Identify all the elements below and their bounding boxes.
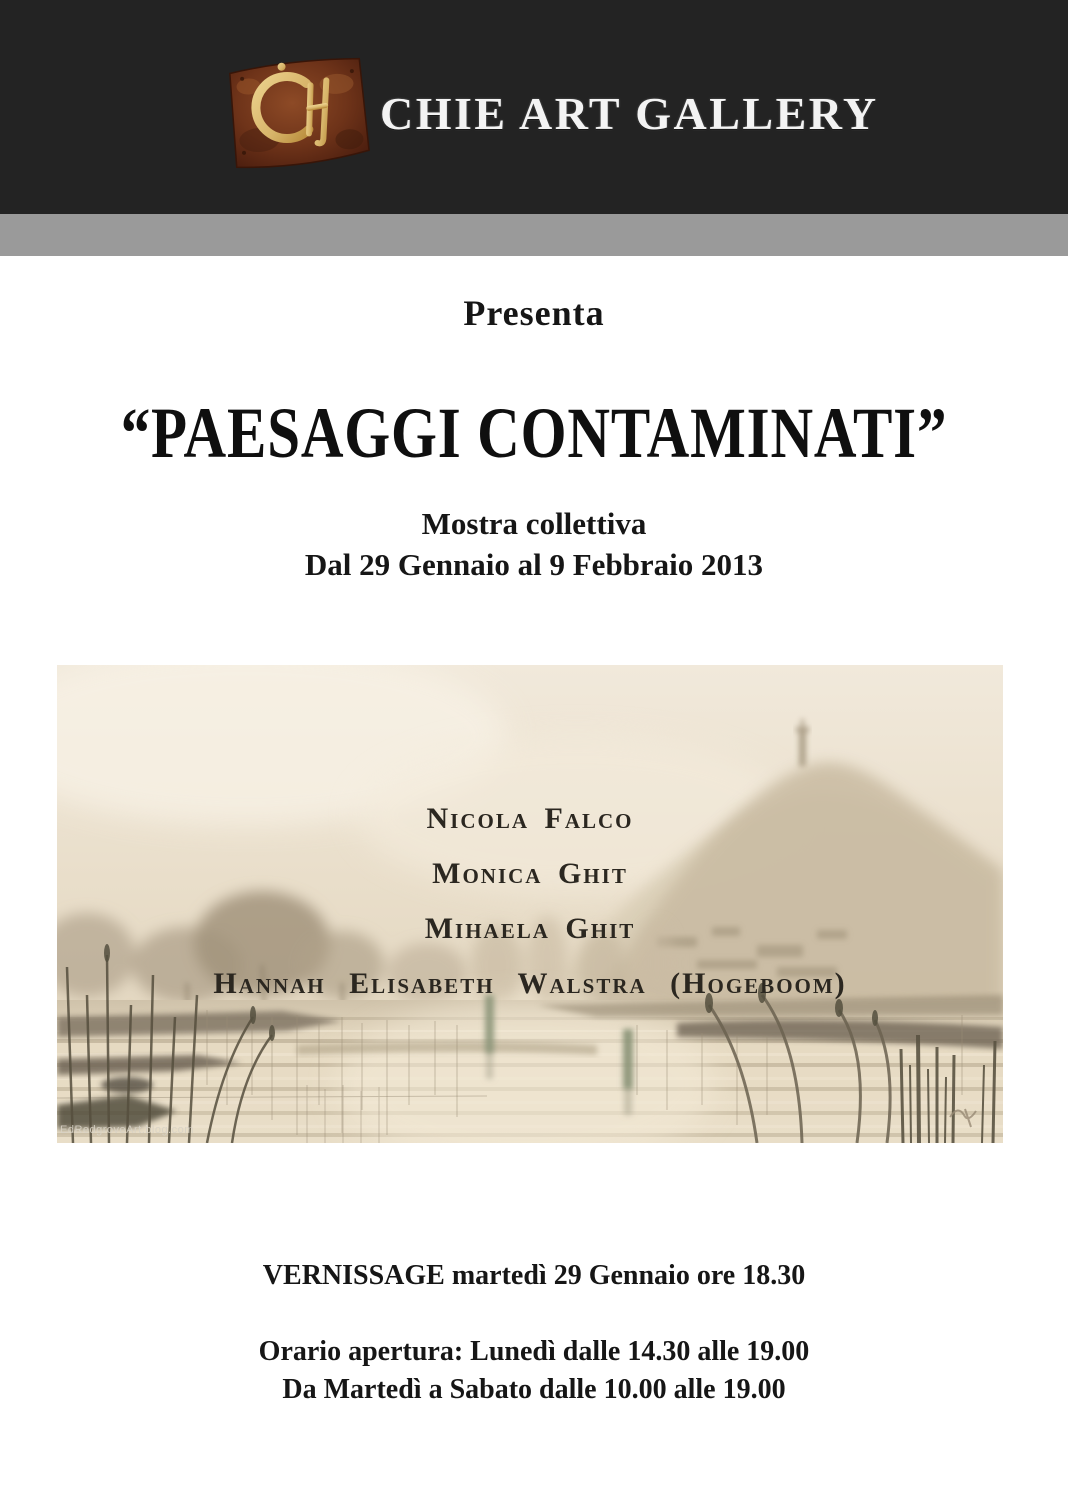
artist-name: Monica Ghit — [432, 857, 628, 890]
artist-name: Nicola Falco — [426, 802, 634, 835]
gallery-logo-icon — [222, 54, 372, 172]
gallery-header — [0, 0, 1068, 214]
artist-list — [57, 801, 1003, 1002]
opening-hours-line2: Da Martedì a Sabato dalle 10.00 alle 19.00 — [282, 1374, 786, 1405]
artist-name: Mihaela Ghit — [424, 912, 636, 945]
subtitle-mostra: Mostra collettiva — [421, 506, 647, 541]
vernissage-text: VERNISSAGE martedì 29 Gennaio ore 18.30 — [262, 1260, 806, 1291]
exhibition-title: “PAESAGGI CONTAMINATI” — [120, 393, 948, 473]
exhibition-painting — [57, 665, 1003, 1143]
gallery-name: CHIE ART GALLERY — [380, 88, 879, 139]
painting-watermark: EdRedgroveArt.blog.com — [60, 1124, 194, 1136]
presenta-text: Presenta — [463, 293, 605, 333]
artist-name: Hannah Elisabeth Walstra (Hogeboom) — [213, 967, 847, 1000]
divider-band — [0, 214, 1068, 256]
opening-hours-line1: Orario apertura: Lunedì dalle 14.30 alle 19.00 — [258, 1336, 810, 1367]
subtitle-dates: Dal 29 Gennaio al 9 Febbraio 2013 — [304, 547, 764, 582]
